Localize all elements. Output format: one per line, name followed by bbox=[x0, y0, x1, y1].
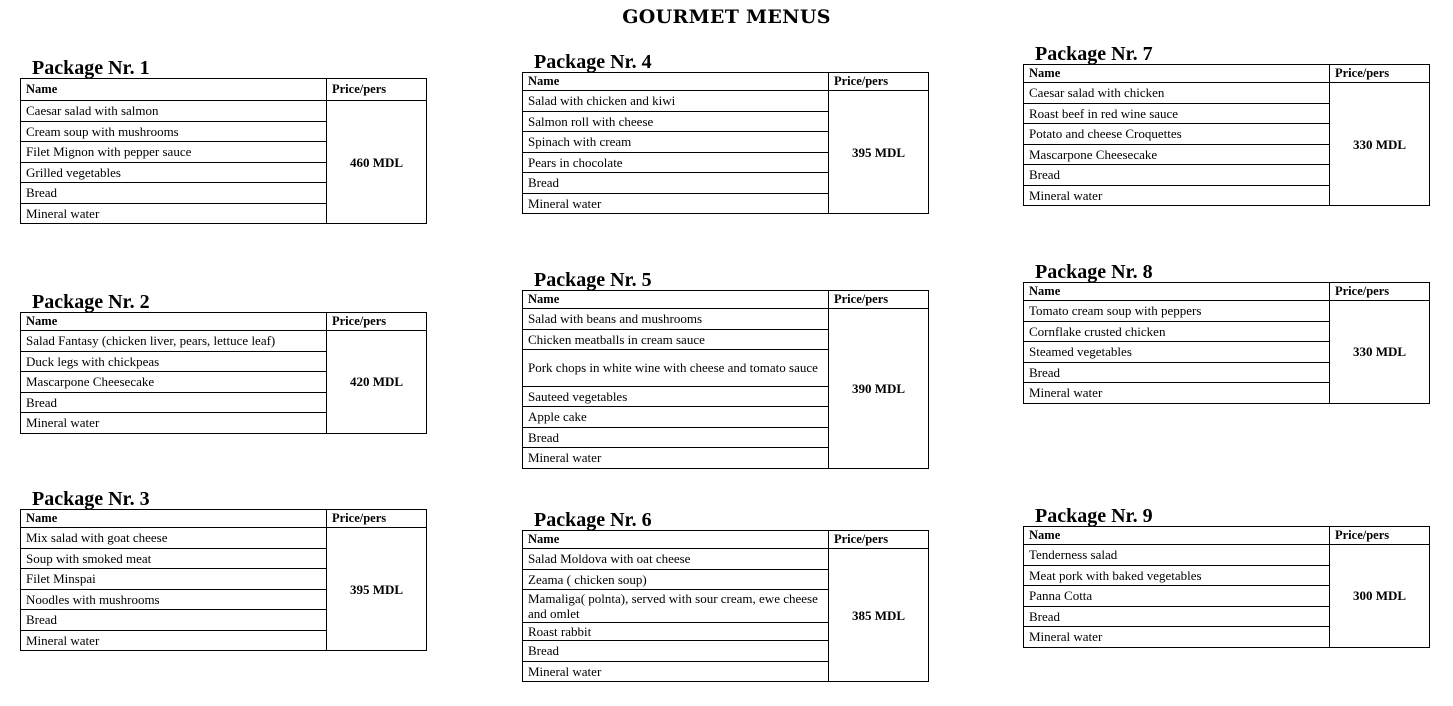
name-column-header: Name bbox=[523, 73, 829, 91]
table-header-row bbox=[523, 73, 929, 91]
dish-name: Caesar salad with salmon bbox=[21, 101, 327, 122]
name-column-header: Name bbox=[1024, 65, 1330, 83]
package-6 bbox=[522, 510, 928, 682]
dish-name: Mamaliga( polnta), served with sour cream, ewe cheese and omlet bbox=[523, 590, 829, 623]
table-row bbox=[523, 309, 929, 330]
package-3 bbox=[20, 489, 426, 651]
package-price: 390 MDL bbox=[829, 309, 929, 469]
dish-name: Caesar salad with chicken bbox=[1024, 83, 1330, 104]
dish-name: Sauteed vegetables bbox=[523, 386, 829, 407]
dish-name: Grilled vegetables bbox=[21, 162, 327, 183]
dish-name: Salad with chicken and kiwi bbox=[523, 91, 829, 112]
dish-name: Mineral water bbox=[523, 661, 829, 682]
dish-name: Mix salad with goat cheese bbox=[21, 528, 327, 549]
menu-table bbox=[20, 312, 427, 434]
dish-name: Roast rabbit bbox=[523, 622, 829, 641]
menu-table bbox=[1023, 64, 1430, 206]
price-column-header: Price/pers bbox=[1330, 65, 1430, 83]
dish-name: Zeama ( chicken soup) bbox=[523, 569, 829, 590]
package-4 bbox=[522, 52, 928, 214]
dish-name: Soup with smoked meat bbox=[21, 548, 327, 569]
dish-name: Bread bbox=[21, 610, 327, 631]
dish-name: Meat pork with baked vegetables bbox=[1024, 565, 1330, 586]
menu-table bbox=[1023, 282, 1430, 404]
table-row bbox=[1024, 83, 1430, 104]
package-title: Package Nr. 8 bbox=[1035, 261, 1153, 283]
dish-name: Spinach with cream bbox=[523, 132, 829, 153]
dish-name: Filet Mignon with pepper sauce bbox=[21, 142, 327, 163]
table-header-row bbox=[523, 531, 929, 549]
name-column-header: Name bbox=[1024, 527, 1330, 545]
dish-name: Panna Cotta bbox=[1024, 586, 1330, 607]
dish-name: Bread bbox=[1024, 606, 1330, 627]
dish-name: Mineral water bbox=[1024, 627, 1330, 648]
package-8 bbox=[1023, 262, 1429, 404]
package-title: Package Nr. 2 bbox=[32, 291, 150, 313]
dish-name: Mascarpone Cheesecake bbox=[1024, 144, 1330, 165]
dish-name: Mineral water bbox=[21, 203, 327, 224]
dish-name: Salad Fantasy (chicken liver, pears, lettuce leaf) bbox=[21, 331, 327, 352]
price-column-header: Price/pers bbox=[1330, 527, 1430, 545]
table-row bbox=[1024, 545, 1430, 566]
dish-name: Bread bbox=[1024, 165, 1330, 186]
dish-name: Pork chops in white wine with cheese and tomato sauce bbox=[523, 350, 829, 387]
dish-name: Tomato cream soup with peppers bbox=[1024, 301, 1330, 322]
package-9 bbox=[1023, 506, 1429, 648]
package-1 bbox=[20, 58, 426, 224]
dish-name: Mineral water bbox=[21, 413, 327, 434]
dish-name: Filet Minspai bbox=[21, 569, 327, 590]
price-column-header: Price/pers bbox=[829, 291, 929, 309]
menu-table bbox=[522, 72, 929, 214]
dish-name: Bread bbox=[21, 183, 327, 204]
package-price: 330 MDL bbox=[1330, 301, 1430, 404]
dish-name: Tenderness salad bbox=[1024, 545, 1330, 566]
name-column-header: Name bbox=[523, 531, 829, 549]
table-row bbox=[523, 91, 929, 112]
package-title: Package Nr. 5 bbox=[534, 269, 652, 291]
table-header-row bbox=[1024, 65, 1430, 83]
table-header-row bbox=[1024, 283, 1430, 301]
dish-name: Bread bbox=[523, 173, 829, 194]
dish-name: Salad with beans and mushrooms bbox=[523, 309, 829, 330]
page-title: GOURMET MENUS bbox=[622, 6, 831, 28]
dish-name: Chicken meatballs in cream sauce bbox=[523, 329, 829, 350]
package-title: Package Nr. 7 bbox=[1035, 43, 1153, 65]
price-column-header: Price/pers bbox=[327, 510, 427, 528]
package-5 bbox=[522, 270, 928, 469]
package-price: 420 MDL bbox=[327, 331, 427, 434]
dish-name: Mineral water bbox=[21, 630, 327, 651]
name-column-header: Name bbox=[1024, 283, 1330, 301]
price-column-header: Price/pers bbox=[829, 531, 929, 549]
price-column-header: Price/pers bbox=[1330, 283, 1430, 301]
package-price: 460 MDL bbox=[327, 101, 427, 224]
price-column-header: Price/pers bbox=[327, 313, 427, 331]
dish-name: Mineral water bbox=[1024, 185, 1330, 206]
menu-table bbox=[522, 290, 929, 469]
dish-name: Bread bbox=[21, 392, 327, 413]
package-title: Package Nr. 1 bbox=[32, 57, 150, 79]
dish-name: Bread bbox=[1024, 362, 1330, 383]
table-row bbox=[523, 549, 929, 570]
dish-name: Salmon roll with cheese bbox=[523, 111, 829, 132]
dish-name: Bread bbox=[523, 427, 829, 448]
table-row bbox=[1024, 301, 1430, 322]
package-2 bbox=[20, 292, 426, 434]
dish-name: Steamed vegetables bbox=[1024, 342, 1330, 363]
menu-table bbox=[20, 78, 427, 224]
name-column-header: Name bbox=[21, 510, 327, 528]
dish-name: Duck legs with chickpeas bbox=[21, 351, 327, 372]
package-title: Package Nr. 6 bbox=[534, 509, 652, 531]
table-header-row bbox=[21, 510, 427, 528]
package-title: Package Nr. 3 bbox=[32, 488, 150, 510]
package-title: Package Nr. 9 bbox=[1035, 505, 1153, 527]
package-7 bbox=[1023, 44, 1429, 206]
menu-table bbox=[1023, 526, 1430, 648]
menu-table bbox=[20, 509, 427, 651]
table-header-row bbox=[21, 313, 427, 331]
table-header-row bbox=[523, 291, 929, 309]
price-column-header: Price/pers bbox=[327, 79, 427, 101]
dish-name: Cream soup with mushrooms bbox=[21, 121, 327, 142]
dish-name: Mascarpone Cheesecake bbox=[21, 372, 327, 393]
price-column-header: Price/pers bbox=[829, 73, 929, 91]
dish-name: Salad Moldova with oat cheese bbox=[523, 549, 829, 570]
menu-table bbox=[522, 530, 929, 682]
dish-name: Potato and cheese Croquettes bbox=[1024, 124, 1330, 145]
table-row bbox=[21, 101, 427, 122]
table-row bbox=[21, 331, 427, 352]
package-price: 385 MDL bbox=[829, 549, 929, 682]
dish-name: Bread bbox=[523, 641, 829, 662]
name-column-header: Name bbox=[21, 79, 327, 101]
dish-name: Apple cake bbox=[523, 407, 829, 428]
name-column-header: Name bbox=[523, 291, 829, 309]
dish-name: Mineral water bbox=[1024, 383, 1330, 404]
dish-name: Mineral water bbox=[523, 448, 829, 469]
table-header-row bbox=[21, 79, 427, 101]
table-header-row bbox=[1024, 527, 1430, 545]
name-column-header: Name bbox=[21, 313, 327, 331]
dish-name: Noodles with mushrooms bbox=[21, 589, 327, 610]
package-price: 300 MDL bbox=[1330, 545, 1430, 648]
dish-name: Cornflake crusted chicken bbox=[1024, 321, 1330, 342]
dish-name: Roast beef in red wine sauce bbox=[1024, 103, 1330, 124]
package-price: 395 MDL bbox=[327, 528, 427, 651]
package-title: Package Nr. 4 bbox=[534, 51, 652, 73]
table-row bbox=[21, 528, 427, 549]
dish-name: Pears in chocolate bbox=[523, 152, 829, 173]
package-price: 330 MDL bbox=[1330, 83, 1430, 206]
dish-name: Mineral water bbox=[523, 193, 829, 214]
package-price: 395 MDL bbox=[829, 91, 929, 214]
